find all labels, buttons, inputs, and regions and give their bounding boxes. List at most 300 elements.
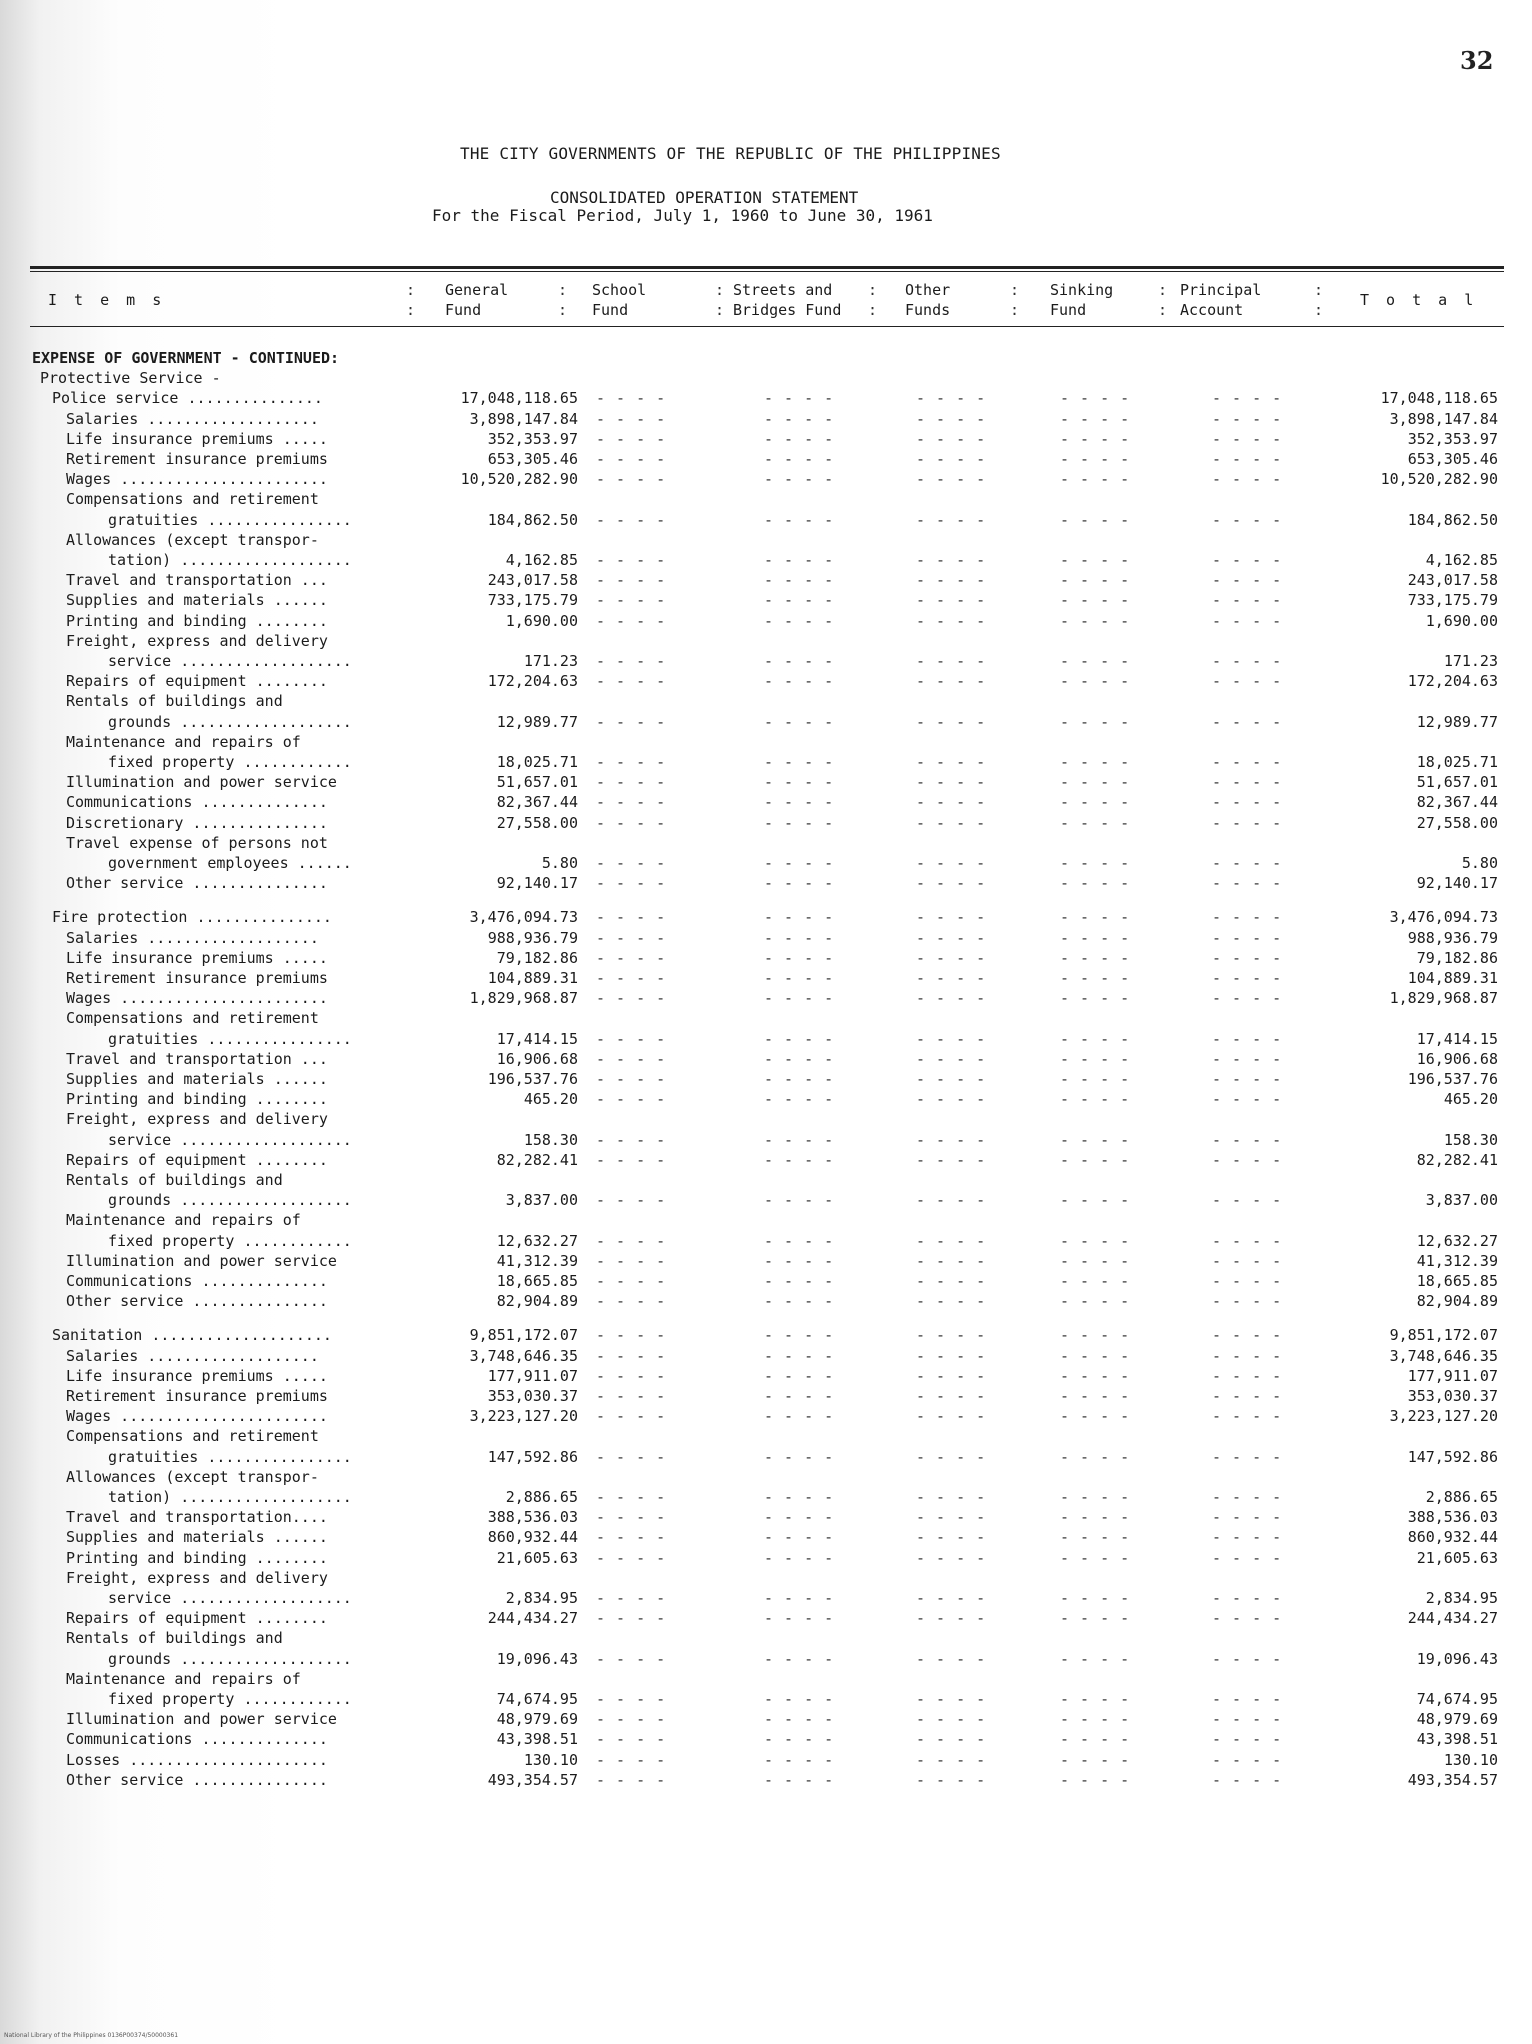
empty-cell-dash: - - - - — [764, 948, 835, 967]
row-label: Printing and binding ........ — [66, 611, 328, 630]
empty-cell-dash: - - - - — [764, 854, 835, 872]
empty-cell-dash: - - - - — [916, 672, 987, 691]
header-other-funds — [905, 280, 950, 320]
general-fund-amount: 158.30 — [523, 1130, 578, 1149]
table-row — [0, 1527, 1532, 1549]
total-amount: 465.20 — [1443, 1090, 1498, 1109]
table-row — [0, 1190, 1532, 1212]
header-streets-l1: Streets and — [733, 281, 833, 299]
table-row — [0, 409, 1532, 431]
empty-cell-dash: - - - - — [1060, 571, 1131, 590]
row-label: Compensations and retirement — [66, 1427, 319, 1446]
table-row — [0, 1049, 1532, 1071]
empty-cell-dash: - - - - — [916, 1231, 987, 1250]
row-label: Life insurance premiums ..... — [66, 1366, 328, 1385]
empty-cell-dash: - - - - — [764, 1366, 835, 1385]
empty-cell-dash: - - - - — [764, 1528, 835, 1547]
total-amount: 5.80 — [1461, 854, 1498, 872]
empty-cell-dash: - - - - — [916, 1070, 987, 1088]
total-amount: 79,182.86 — [1416, 948, 1498, 967]
row-label: Repairs of equipment ........ — [66, 1609, 328, 1628]
empty-cell-dash: - - - - — [916, 1770, 987, 1789]
general-fund-amount: 988,936.79 — [487, 928, 578, 947]
row-label: grounds ................... — [108, 712, 352, 731]
total-amount: 130.10 — [1443, 1750, 1498, 1769]
general-fund-amount: 51,657.01 — [496, 773, 578, 792]
empty-cell-dash: - - - - — [1212, 1508, 1283, 1527]
table-row — [0, 1325, 1532, 1347]
empty-cell-dash: - - - - — [1212, 1528, 1283, 1547]
empty-cell-dash: - - - - — [916, 1130, 987, 1149]
empty-cell-dash: - - - - — [764, 989, 835, 1008]
empty-cell-dash: - - - - — [1212, 450, 1283, 468]
table-row — [0, 1109, 1532, 1131]
empty-cell-dash: - - - - — [916, 969, 987, 987]
total-amount: 493,354.57 — [1407, 1770, 1498, 1789]
header-rule-thin — [30, 271, 1504, 272]
total-amount: 158.30 — [1443, 1130, 1498, 1149]
empty-cell-dash: - - - - — [916, 1326, 987, 1345]
empty-cell-dash: - - - - — [596, 969, 667, 987]
empty-cell-dash: - - - - — [596, 1750, 667, 1769]
table-row — [0, 348, 1532, 370]
row-label: Printing and binding ........ — [66, 1548, 328, 1567]
general-fund-amount: 3,748,646.35 — [469, 1346, 578, 1365]
row-label: Sanitation .................... — [52, 1326, 332, 1345]
empty-cell-dash: - - - - — [1212, 429, 1283, 448]
table-row — [0, 948, 1532, 970]
row-label: Supplies and materials ...... — [66, 1528, 328, 1547]
empty-cell-dash: - - - - — [596, 1231, 667, 1250]
row-label: Maintenance and repairs of — [66, 1669, 301, 1688]
empty-cell-dash: - - - - — [1060, 989, 1131, 1008]
row-label: Illumination and power service — [66, 1710, 337, 1729]
empty-cell-dash: - - - - — [764, 1488, 835, 1506]
empty-cell-dash: - - - - — [764, 1231, 835, 1250]
header-general-l1: General — [445, 281, 509, 299]
empty-cell-dash: - - - - — [596, 1346, 667, 1365]
total-amount: 9,851,172.07 — [1389, 1326, 1498, 1345]
empty-cell-dash: - - - - — [596, 510, 667, 529]
empty-cell-dash: - - - - — [1212, 611, 1283, 630]
total-amount: 172,204.63 — [1407, 672, 1498, 691]
row-label: Other service ............... — [66, 874, 328, 893]
row-label: Rentals of buildings and — [66, 1629, 283, 1648]
empty-cell-dash: - - - - — [596, 551, 667, 569]
empty-cell-dash: - - - - — [596, 1090, 667, 1109]
header-separator: : : — [868, 281, 878, 319]
empty-cell-dash: - - - - — [1060, 813, 1131, 832]
table-row — [0, 907, 1532, 929]
general-fund-amount: 17,048,118.65 — [460, 389, 578, 408]
table-row — [0, 1729, 1532, 1751]
general-fund-amount: 493,354.57 — [487, 1770, 578, 1789]
total-amount: 82,282.41 — [1416, 1150, 1498, 1169]
table-row — [0, 792, 1532, 814]
general-fund-amount: 653,305.46 — [487, 450, 578, 468]
general-fund-amount: 184,862.50 — [487, 510, 578, 529]
empty-cell-dash: - - - - — [916, 611, 987, 630]
empty-cell-dash: - - - - — [596, 1690, 667, 1708]
table-row — [0, 1628, 1532, 1650]
header-separator: : : — [1010, 281, 1020, 319]
table-row — [0, 1467, 1532, 1489]
row-label: Travel and transportation ... — [66, 1049, 328, 1068]
empty-cell-dash: - - - - — [596, 1770, 667, 1789]
general-fund-amount: 82,282.41 — [496, 1150, 578, 1169]
general-fund-amount: 196,537.76 — [487, 1070, 578, 1088]
table-row — [0, 570, 1532, 592]
empty-cell-dash: - - - - — [1212, 793, 1283, 812]
row-label: Communications .............. — [66, 793, 328, 812]
empty-cell-dash: - - - - — [1212, 989, 1283, 1008]
general-fund-amount: 19,096.43 — [496, 1649, 578, 1668]
empty-cell-dash: - - - - — [764, 1292, 835, 1311]
header-general-fund — [445, 280, 508, 320]
empty-cell-dash: - - - - — [1212, 1447, 1283, 1466]
table-row — [0, 1170, 1532, 1192]
general-fund-amount: 2,834.95 — [505, 1589, 578, 1607]
empty-cell-dash: - - - - — [1060, 1649, 1131, 1668]
empty-cell-dash: - - - - — [764, 712, 835, 731]
general-fund-amount: 92,140.17 — [496, 874, 578, 893]
table-row — [0, 1150, 1532, 1172]
empty-cell-dash: - - - - — [916, 1407, 987, 1426]
total-amount: 2,886.65 — [1425, 1488, 1498, 1506]
table-row — [0, 691, 1532, 713]
empty-cell-dash: - - - - — [916, 712, 987, 731]
empty-cell-dash: - - - - — [596, 753, 667, 771]
empty-cell-dash: - - - - — [596, 1326, 667, 1345]
empty-cell-dash: - - - - — [1060, 712, 1131, 731]
row-label: Maintenance and repairs of — [66, 732, 301, 751]
row-label: Travel and transportation ... — [66, 571, 328, 590]
empty-cell-dash: - - - - — [916, 1649, 987, 1668]
table-row — [0, 772, 1532, 794]
table-row — [0, 590, 1532, 612]
empty-cell-dash: - - - - — [764, 652, 835, 670]
empty-cell-dash: - - - - — [764, 753, 835, 771]
general-fund-amount: 3,898,147.84 — [469, 409, 578, 428]
empty-cell-dash: - - - - — [916, 1750, 987, 1769]
general-fund-amount: 16,906.68 — [496, 1049, 578, 1068]
empty-cell-dash: - - - - — [596, 908, 667, 927]
row-label: service ................... — [108, 1589, 352, 1607]
total-amount: 1,690.00 — [1425, 611, 1498, 630]
empty-cell-dash: - - - - — [916, 1366, 987, 1385]
row-label: Salaries ................... — [66, 409, 319, 428]
total-amount: 733,175.79 — [1407, 591, 1498, 610]
empty-cell-dash: - - - - — [596, 989, 667, 1008]
total-amount: 43,398.51 — [1416, 1730, 1498, 1749]
empty-cell-dash: - - - - — [916, 1090, 987, 1109]
empty-cell-dash: - - - - — [1212, 1049, 1283, 1068]
empty-cell-dash: - - - - — [1060, 753, 1131, 771]
total-amount: 41,312.39 — [1416, 1251, 1498, 1270]
general-fund-amount: 3,837.00 — [505, 1191, 578, 1210]
row-label: Life insurance premiums ..... — [66, 948, 328, 967]
header-separator: : : — [1158, 281, 1168, 319]
header-rule-bottom — [30, 326, 1504, 327]
row-label: Salaries ................... — [66, 928, 319, 947]
empty-cell-dash: - - - - — [596, 652, 667, 670]
empty-cell-dash: - - - - — [764, 1191, 835, 1210]
total-amount: 171.23 — [1443, 652, 1498, 670]
empty-cell-dash: - - - - — [916, 571, 987, 590]
empty-cell-dash: - - - - — [916, 1730, 987, 1749]
table-row — [0, 530, 1532, 552]
empty-cell-dash: - - - - — [1212, 1090, 1283, 1109]
row-label: Retirement insurance premiums — [66, 1387, 328, 1405]
total-amount: 21,605.63 — [1416, 1548, 1498, 1567]
empty-cell-dash: - - - - — [1212, 510, 1283, 529]
table-row — [0, 651, 1532, 673]
empty-cell-dash: - - - - — [596, 948, 667, 967]
empty-cell-dash: - - - - — [596, 1407, 667, 1426]
empty-cell-dash: - - - - — [916, 429, 987, 448]
total-amount: 244,434.27 — [1407, 1609, 1498, 1628]
row-label: fixed property ............ — [108, 753, 352, 771]
general-fund-amount: 860,932.44 — [487, 1528, 578, 1547]
empty-cell-dash: - - - - — [1212, 1609, 1283, 1628]
empty-cell-dash: - - - - — [596, 1609, 667, 1628]
empty-cell-dash: - - - - — [596, 813, 667, 832]
total-amount: 988,936.79 — [1407, 928, 1498, 947]
total-amount: 147,592.86 — [1407, 1447, 1498, 1466]
row-label: gratuities ................ — [108, 1447, 352, 1466]
total-amount: 388,536.03 — [1407, 1508, 1498, 1527]
empty-cell-dash: - - - - — [916, 854, 987, 872]
total-amount: 10,520,282.90 — [1380, 470, 1498, 489]
header-general-l2: Fund — [445, 301, 482, 319]
total-amount: 4,162.85 — [1425, 551, 1498, 569]
empty-cell-dash: - - - - — [764, 1387, 835, 1405]
row-label: grounds ................... — [108, 1649, 352, 1668]
row-label: Printing and binding ........ — [66, 1090, 328, 1109]
table-row — [0, 1366, 1532, 1388]
empty-cell-dash: - - - - — [596, 1292, 667, 1311]
empty-cell-dash: - - - - — [1212, 470, 1283, 489]
table-row — [0, 1406, 1532, 1428]
header-school-l1: School — [592, 281, 647, 299]
header-school-fund — [592, 280, 646, 320]
general-fund-amount: 9,851,172.07 — [469, 1326, 578, 1345]
total-amount: 18,665.85 — [1416, 1272, 1498, 1290]
general-fund-amount: 27,558.00 — [496, 813, 578, 832]
total-amount: 16,906.68 — [1416, 1049, 1498, 1068]
empty-cell-dash: - - - - — [1060, 1488, 1131, 1506]
header-separator: : : — [558, 281, 568, 319]
total-amount: 12,989.77 — [1416, 712, 1498, 731]
empty-cell-dash: - - - - — [916, 1272, 987, 1290]
empty-cell-dash: - - - - — [1060, 1770, 1131, 1789]
empty-cell-dash: - - - - — [1060, 1366, 1131, 1385]
empty-cell-dash: - - - - — [1060, 1730, 1131, 1749]
row-label: Wages ....................... — [66, 989, 328, 1008]
row-label: Repairs of equipment ........ — [66, 672, 328, 691]
empty-cell-dash: - - - - — [1060, 611, 1131, 630]
empty-cell-dash: - - - - — [596, 1150, 667, 1169]
total-amount: 104,889.31 — [1407, 969, 1498, 987]
empty-cell-dash: - - - - — [1212, 753, 1283, 771]
empty-cell-dash: - - - - — [764, 389, 835, 408]
header-principal-l1: Principal — [1180, 281, 1262, 299]
general-fund-amount: 130.10 — [523, 1750, 578, 1769]
empty-cell-dash: - - - - — [916, 1251, 987, 1270]
empty-cell-dash: - - - - — [916, 989, 987, 1008]
empty-cell-dash: - - - - — [1060, 1690, 1131, 1708]
empty-cell-dash: - - - - — [916, 1049, 987, 1068]
empty-cell-dash: - - - - — [1212, 389, 1283, 408]
table-row — [0, 1426, 1532, 1448]
empty-cell-dash: - - - - — [916, 1292, 987, 1311]
table-row — [0, 1346, 1532, 1368]
general-fund-amount: 172,204.63 — [487, 672, 578, 691]
row-label: service ................... — [108, 652, 352, 670]
empty-cell-dash: - - - - — [1212, 1690, 1283, 1708]
table-row — [0, 1548, 1532, 1570]
empty-cell-dash: - - - - — [596, 470, 667, 489]
table-row — [0, 873, 1532, 895]
empty-cell-dash: - - - - — [1212, 813, 1283, 832]
empty-cell-dash: - - - - — [596, 429, 667, 448]
header-school-l2: Fund — [592, 301, 629, 319]
table-row — [0, 752, 1532, 774]
empty-cell-dash: - - - - — [764, 450, 835, 468]
empty-cell-dash: - - - - — [916, 1710, 987, 1729]
empty-cell-dash: - - - - — [764, 1407, 835, 1426]
empty-cell-dash: - - - - — [596, 1589, 667, 1607]
total-amount: 2,834.95 — [1425, 1589, 1498, 1607]
table-row — [0, 1770, 1532, 1792]
row-label: Communications .............. — [66, 1272, 328, 1290]
empty-cell-dash: - - - - — [596, 773, 667, 792]
empty-cell-dash: - - - - — [1212, 874, 1283, 893]
empty-cell-dash: - - - - — [916, 874, 987, 893]
empty-cell-dash: - - - - — [596, 450, 667, 468]
empty-cell-dash: - - - - — [764, 773, 835, 792]
row-label: tation) ................... — [108, 1488, 352, 1506]
empty-cell-dash: - - - - — [1212, 1346, 1283, 1365]
empty-cell-dash: - - - - — [764, 672, 835, 691]
row-label: Fire protection ............... — [52, 908, 332, 927]
empty-cell-dash: - - - - — [916, 753, 987, 771]
empty-cell-dash: - - - - — [596, 1029, 667, 1048]
empty-cell-dash: - - - - — [916, 1528, 987, 1547]
empty-cell-dash: - - - - — [1212, 1407, 1283, 1426]
empty-cell-dash: - - - - — [764, 429, 835, 448]
empty-cell-dash: - - - - — [1060, 1326, 1131, 1345]
empty-cell-dash: - - - - — [1212, 854, 1283, 872]
empty-cell-dash: - - - - — [916, 1609, 987, 1628]
table-row — [0, 732, 1532, 754]
empty-cell-dash: - - - - — [596, 672, 667, 691]
table-row — [0, 449, 1532, 471]
table-row — [0, 1689, 1532, 1711]
total-amount: 3,837.00 — [1425, 1191, 1498, 1210]
empty-cell-dash: - - - - — [764, 1649, 835, 1668]
general-fund-amount: 48,979.69 — [496, 1710, 578, 1729]
empty-cell-dash: - - - - — [1212, 1750, 1283, 1769]
empty-cell-dash: - - - - — [764, 1049, 835, 1068]
empty-cell-dash: - - - - — [596, 1387, 667, 1405]
total-amount: 82,904.89 — [1416, 1292, 1498, 1311]
table-row — [0, 1507, 1532, 1529]
empty-cell-dash: - - - - — [1060, 591, 1131, 610]
empty-cell-dash: - - - - — [916, 551, 987, 569]
empty-cell-dash: - - - - — [764, 571, 835, 590]
table-row — [0, 1029, 1532, 1051]
table-row — [0, 1649, 1532, 1671]
empty-cell-dash: - - - - — [596, 793, 667, 812]
table-row — [0, 1750, 1532, 1772]
empty-cell-dash: - - - - — [764, 1272, 835, 1290]
row-label: Protective Service - — [40, 369, 221, 388]
total-amount: 3,223,127.20 — [1389, 1407, 1498, 1426]
table-row — [0, 1008, 1532, 1030]
row-label: Retirement insurance premiums — [66, 450, 328, 468]
empty-cell-dash: - - - - — [1060, 450, 1131, 468]
empty-cell-dash: - - - - — [1212, 948, 1283, 967]
empty-cell-dash: - - - - — [1060, 389, 1131, 408]
empty-cell-dash: - - - - — [1212, 1272, 1283, 1290]
table-row — [0, 1608, 1532, 1630]
empty-cell-dash: - - - - — [596, 1710, 667, 1729]
total-amount: 12,632.27 — [1416, 1231, 1498, 1250]
empty-cell-dash: - - - - — [1212, 1326, 1283, 1345]
total-amount: 352,353.97 — [1407, 429, 1498, 448]
general-fund-amount: 1,829,968.87 — [469, 989, 578, 1008]
empty-cell-dash: - - - - — [1060, 1407, 1131, 1426]
empty-cell-dash: - - - - — [1060, 1447, 1131, 1466]
empty-cell-dash: - - - - — [596, 854, 667, 872]
empty-cell-dash: - - - - — [1212, 908, 1283, 927]
empty-cell-dash: - - - - — [1060, 1049, 1131, 1068]
total-amount: 177,911.07 — [1407, 1366, 1498, 1385]
table-row — [0, 1231, 1532, 1253]
row-label: fixed property ............ — [108, 1231, 352, 1250]
empty-cell-dash: - - - - — [1060, 874, 1131, 893]
table-row — [0, 1588, 1532, 1610]
empty-cell-dash: - - - - — [764, 908, 835, 927]
table-row — [0, 813, 1532, 835]
empty-cell-dash: - - - - — [1212, 1251, 1283, 1270]
table-row — [0, 988, 1532, 1010]
general-fund-amount: 12,632.27 — [496, 1231, 578, 1250]
table-row — [0, 928, 1532, 950]
table-row — [0, 1130, 1532, 1152]
empty-cell-dash: - - - - — [764, 928, 835, 947]
general-fund-amount: 82,904.89 — [496, 1292, 578, 1311]
table-row — [0, 550, 1532, 572]
table-row — [0, 968, 1532, 990]
total-amount: 27,558.00 — [1416, 813, 1498, 832]
general-fund-amount: 12,989.77 — [496, 712, 578, 731]
total-amount: 243,017.58 — [1407, 571, 1498, 590]
table-row — [0, 510, 1532, 532]
empty-cell-dash: - - - - — [596, 928, 667, 947]
empty-cell-dash: - - - - — [1060, 1231, 1131, 1250]
empty-cell-dash: - - - - — [596, 1049, 667, 1068]
empty-cell-dash: - - - - — [916, 813, 987, 832]
header-principal-l2: Account — [1180, 301, 1244, 319]
empty-cell-dash: - - - - — [916, 908, 987, 927]
total-amount: 82,367.44 — [1416, 793, 1498, 812]
empty-cell-dash: - - - - — [1060, 1292, 1131, 1311]
empty-cell-dash: - - - - — [1212, 1387, 1283, 1405]
empty-cell-dash: - - - - — [1212, 1710, 1283, 1729]
general-fund-amount: 3,223,127.20 — [469, 1407, 578, 1426]
